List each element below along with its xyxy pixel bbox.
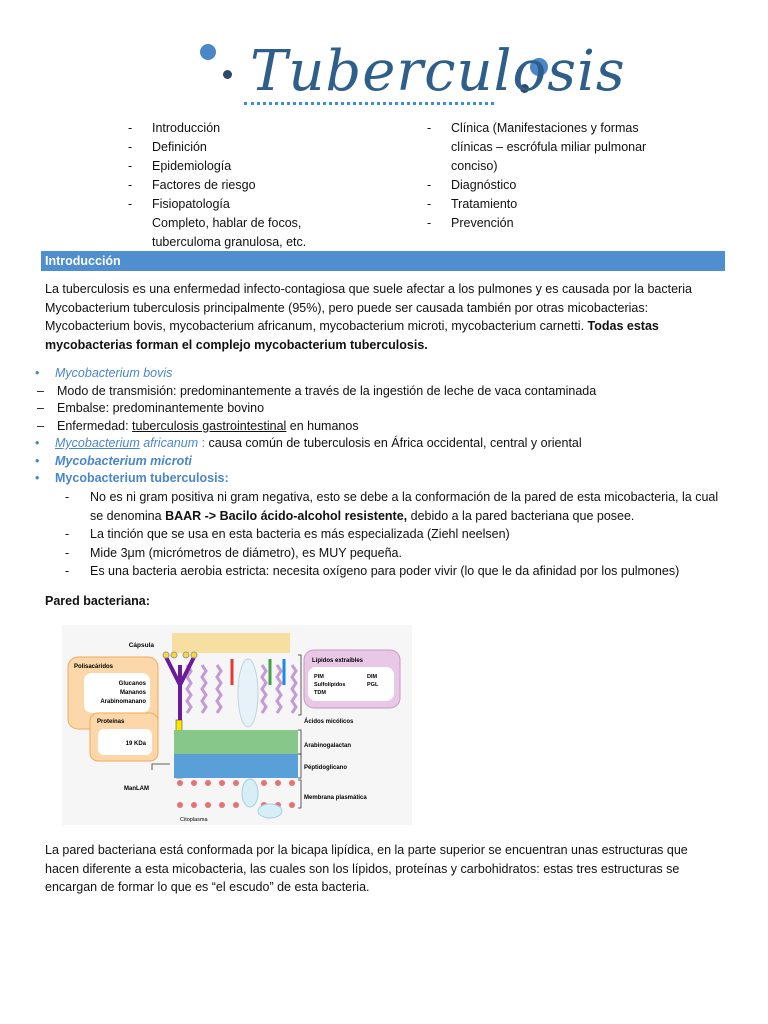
list-item: - Fisiopatología <box>128 197 230 211</box>
list-item: - Es una bacteria aerobia estricta: necesita oxígeno para poder vivir (lo que le da afinidad por los pulmones) <box>65 564 680 578</box>
outline-right <box>427 119 717 233</box>
label-sulfolipidos: Sulfolípidos <box>314 682 346 688</box>
list-item: conciso) <box>451 159 498 173</box>
label-acidos-micolicos: Ácidos micólicos <box>304 719 354 725</box>
list-item: Completo, hablar de focos, <box>152 216 302 230</box>
list-item: – Modo de transmisión: predominantemente a través de la ingestión de leche de vaca contaminada <box>37 383 597 398</box>
label-polisacaridos: Polisacáridos <box>74 664 114 670</box>
decorative-dot <box>223 70 232 79</box>
label-pgl: PGL <box>367 682 379 688</box>
label-glucanos: Glucanos <box>118 681 146 687</box>
label-proteinas: Proteínas <box>97 719 125 725</box>
label-peptidoglicano: Péptidoglicano <box>304 765 348 771</box>
list-item: - Mide 3μm (micrómetros de diámetro), es MUY pequeña. <box>65 545 402 560</box>
label-manlam: ManLAM <box>124 786 149 792</box>
list-item: - No es ni gram positiva ni gram negativa, esto se debe a la conformación de la pared de esta micobacteria, la cual <box>65 490 719 504</box>
section-header: Introducción <box>41 251 725 271</box>
label-pim: PIM <box>314 674 324 680</box>
list-item: - Clínica (Manifestaciones y formas <box>427 121 639 135</box>
list-item: - Factores de riesgo <box>128 178 256 192</box>
label-mananos: Mananos <box>119 690 146 696</box>
list-item: • Mycobacterium tuberculosis: <box>35 471 229 485</box>
list-item: – Enfermedad: tuberculosis gastrointestinal en humanos <box>37 418 359 433</box>
list-item: - Diagnóstico <box>427 178 517 192</box>
title-banner <box>0 22 768 112</box>
label-lipidos: Lípidos extraíbles <box>312 658 364 664</box>
pared-heading: Pared bacteriana: <box>45 594 150 608</box>
list-item: – Embalse: predominantemente bovino <box>37 401 265 415</box>
list-item: • Mycobacterium microti <box>35 453 192 468</box>
closing-paragraph: La pared bacteriana está conformada por la bicapa lipídica, en la parte superior se encuentran unas estructuras que hacen diferente a esta micobacteria, las cuales son los lípidos, proteínas y carbohidratos: estas tres estructuras se encargan de formar lo que es “el escudo” de esta bacteria. <box>45 843 688 894</box>
list-item: - Tratamiento <box>427 197 518 211</box>
outline-left <box>128 119 408 252</box>
title-underline <box>244 102 494 105</box>
label-arabinogalactan: Arabinogalactan <box>304 743 352 749</box>
intro-paragraph: La tuberculosis es una enfermedad infecto-contagiosa que suele afectar a los pulmones y es causada por la bacteria Mycobacterium tuberculosis principalmente (95%), pero puede ser causada también por otras micobacterias: Mycobacterium bovis, mycobacterium africanum, mycobacterium microti, mycobacterium carnetti. Todas estas mycobacterias forman el complejo mycobacterium tuberculosis. <box>45 282 692 352</box>
label-dim: DIM <box>367 674 378 680</box>
list-item: tuberculoma granulosa, etc. <box>152 235 307 249</box>
cell-wall-diagram <box>62 625 412 825</box>
list-item: - Introducción <box>128 121 221 135</box>
list-item: • Mycobacterium bovis <box>35 366 173 380</box>
species-list <box>35 365 735 488</box>
label-capsula: Cápsula <box>128 642 154 649</box>
label-membrana: Membrana plasmática <box>304 795 367 801</box>
label-citoplasma: Citoplasma <box>180 817 208 823</box>
list-item: - Definición <box>128 140 207 154</box>
list-item: clínicas – escrófula miliar pulmonar <box>451 140 647 154</box>
label-tdm: TDM <box>314 690 326 696</box>
list-item: se denomina BAAR -> Bacilo ácido-alcohol resistente, debido a la pared bacteriana que posee. <box>90 508 635 523</box>
mtb-details <box>65 488 745 581</box>
list-item: - La tinción que se usa en esta bacteria es más especializada (Ziehl neelsen) <box>65 527 510 541</box>
label-19kda: 19 KDa <box>125 741 146 747</box>
list-item: - Prevención <box>427 216 514 230</box>
label-arabinomanano: Arabinomanano <box>100 699 146 705</box>
list-item: - Epidemiología <box>128 159 232 173</box>
page-title: Tuberculosis <box>250 39 626 104</box>
list-item: • Mycobacterium africanum : causa común de tuberculosis en África occidental, central y oriental <box>35 436 582 450</box>
decorative-dot <box>200 44 216 60</box>
